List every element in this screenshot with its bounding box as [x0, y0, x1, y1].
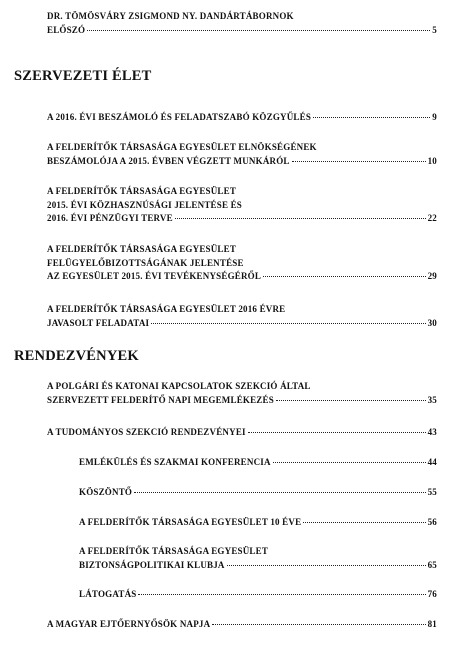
dot-leader	[273, 462, 426, 463]
entry-title: A 2016. ÉVI BESZÁMOLÓ ÉS FELADATSZABÓ KÖZGYŰLÉS	[47, 112, 312, 122]
page-number: 56	[427, 517, 437, 527]
toc-entry-supervisory-report[interactable]	[47, 243, 437, 284]
toc-entry-proposed-tasks[interactable]	[47, 303, 437, 330]
dot-leader	[263, 276, 426, 277]
entry-title-line: FELÜGYELŐBIZOTTSÁGÁNAK JELENTÉSE	[47, 257, 244, 268]
entry-title: A FELDERÍTŐK TÁRSASÁGA EGYESÜLET 10 ÉVE	[79, 517, 302, 527]
dot-leader	[87, 30, 430, 31]
entry-title: JAVASOLT FELADATAI	[47, 317, 150, 328]
entry-last-line	[79, 559, 437, 573]
dot-leader	[313, 117, 430, 118]
entry-last-line	[47, 24, 437, 38]
toc-entry-visit[interactable]	[79, 588, 437, 602]
entry-last-line	[79, 486, 437, 500]
page-number: 65	[427, 559, 437, 570]
entry-last-line	[47, 270, 437, 284]
toc-entry-public-benefit-report[interactable]	[47, 185, 437, 226]
page-number: 5	[432, 24, 437, 35]
dot-leader	[175, 218, 426, 219]
page-number: 9	[432, 112, 437, 122]
page-number: 43	[427, 427, 437, 437]
entry-title: BIZTONSÁGPOLITIKAI KLUBJA	[79, 559, 225, 570]
page-number: 22	[427, 213, 437, 224]
entry-last-line	[79, 516, 437, 530]
entry-last-line	[47, 155, 437, 169]
toc-entry-greeting[interactable]	[79, 486, 437, 500]
dot-leader	[151, 323, 425, 324]
dot-leader	[303, 522, 425, 523]
entry-title: EMLÉKÜLÉS ÉS SZAKMAI KONFERENCIA	[79, 457, 271, 467]
entry-last-line	[47, 426, 437, 440]
toc-entry-ten-years[interactable]	[79, 516, 437, 530]
page-number: 44	[427, 457, 437, 467]
page-number: 76	[427, 589, 437, 599]
entry-title: ELŐSZÓ	[47, 24, 86, 35]
dot-leader	[292, 161, 426, 162]
toc-entry-board-report[interactable]	[47, 141, 437, 168]
page-number: 55	[427, 487, 437, 497]
entry-last-line	[47, 394, 437, 408]
entry-title: A TUDOMÁNYOS SZEKCIÓ RENDEZVÉNYEI	[47, 427, 246, 437]
toc-entry-scout-day-commemoration[interactable]	[47, 380, 437, 407]
entry-title-line: A FELDERÍTŐK TÁRSASÁGA EGYESÜLET	[47, 244, 237, 254]
entry-title: 2016. ÉVI PÉNZÜGYI TERVE	[47, 213, 173, 224]
dot-leader	[276, 400, 426, 401]
entry-last-line	[47, 618, 437, 632]
entry-last-line	[79, 588, 437, 602]
page-number: 35	[427, 394, 437, 405]
entry-title: SZERVEZETT FELDERÍTŐ NAPI MEGEMLÉKEZÉS	[47, 394, 274, 405]
toc-entry-memorial-conference[interactable]	[79, 456, 437, 470]
page-number: 29	[427, 271, 437, 282]
dot-leader	[134, 492, 425, 493]
entry-title-line: A FELDERÍTŐK TÁRSASÁGA EGYESÜLET 2016 ÉVRE	[47, 304, 286, 314]
entry-title: BESZÁMOLÓJA A 2015. ÉVBEN VÉGZETT MUNKÁRÓL	[47, 155, 290, 166]
page-number: 10	[427, 155, 437, 166]
entry-title-line: A FELDERÍTŐK TÁRSASÁGA EGYESÜLET	[79, 546, 269, 556]
section-heading-events: RENDEZVÉNYEK	[14, 348, 139, 364]
entry-title-line: DR. TÖMÖSVÁRY ZSIGMOND NY. DANDÁRTÁBORNOK	[47, 11, 294, 21]
entry-title: LÁTOGATÁS	[79, 589, 137, 599]
entry-title-line: A POLGÁRI ÉS KATONAI KAPCSOLATOK SZEKCIÓ ÁLTAL	[47, 381, 311, 391]
entry-title: A MAGYAR EJTŐERNYŐSÖK NAPJA	[47, 619, 211, 629]
toc-entry-science-section-events[interactable]	[47, 426, 437, 440]
entry-last-line	[79, 456, 437, 470]
entry-last-line	[47, 317, 437, 331]
page-number: 81	[427, 619, 437, 629]
entry-title: KÖSZÖNTŐ	[79, 487, 133, 497]
dot-leader	[138, 594, 425, 595]
section-heading-organizational-life: SZERVEZETI ÉLET	[14, 68, 152, 84]
dot-leader	[227, 565, 426, 566]
entry-last-line	[47, 212, 437, 226]
dot-leader	[212, 624, 425, 625]
entry-title-line: 2015. ÉVI KÖZHASZNÚSÁGI JELENTÉSE ÉS	[47, 199, 243, 210]
entry-title-line: A FELDERÍTŐK TÁRSASÁGA EGYESÜLET ELNÖKSÉGÉNEK	[47, 142, 317, 152]
entry-title-line: A FELDERÍTŐK TÁRSASÁGA EGYESÜLET	[47, 186, 237, 196]
toc-entry-foreword[interactable]	[47, 10, 437, 37]
toc-entry-paratroopers-day[interactable]	[47, 618, 437, 632]
page-number: 30	[427, 317, 437, 328]
entry-last-line	[47, 111, 437, 125]
entry-title: AZ EGYESÜLET 2015. ÉVI TEVÉKENYSÉGÉRŐL	[47, 271, 262, 282]
dot-leader	[248, 432, 426, 433]
toc-entry-general-assembly[interactable]	[47, 111, 437, 125]
toc-entry-security-policy-club[interactable]	[79, 545, 437, 572]
